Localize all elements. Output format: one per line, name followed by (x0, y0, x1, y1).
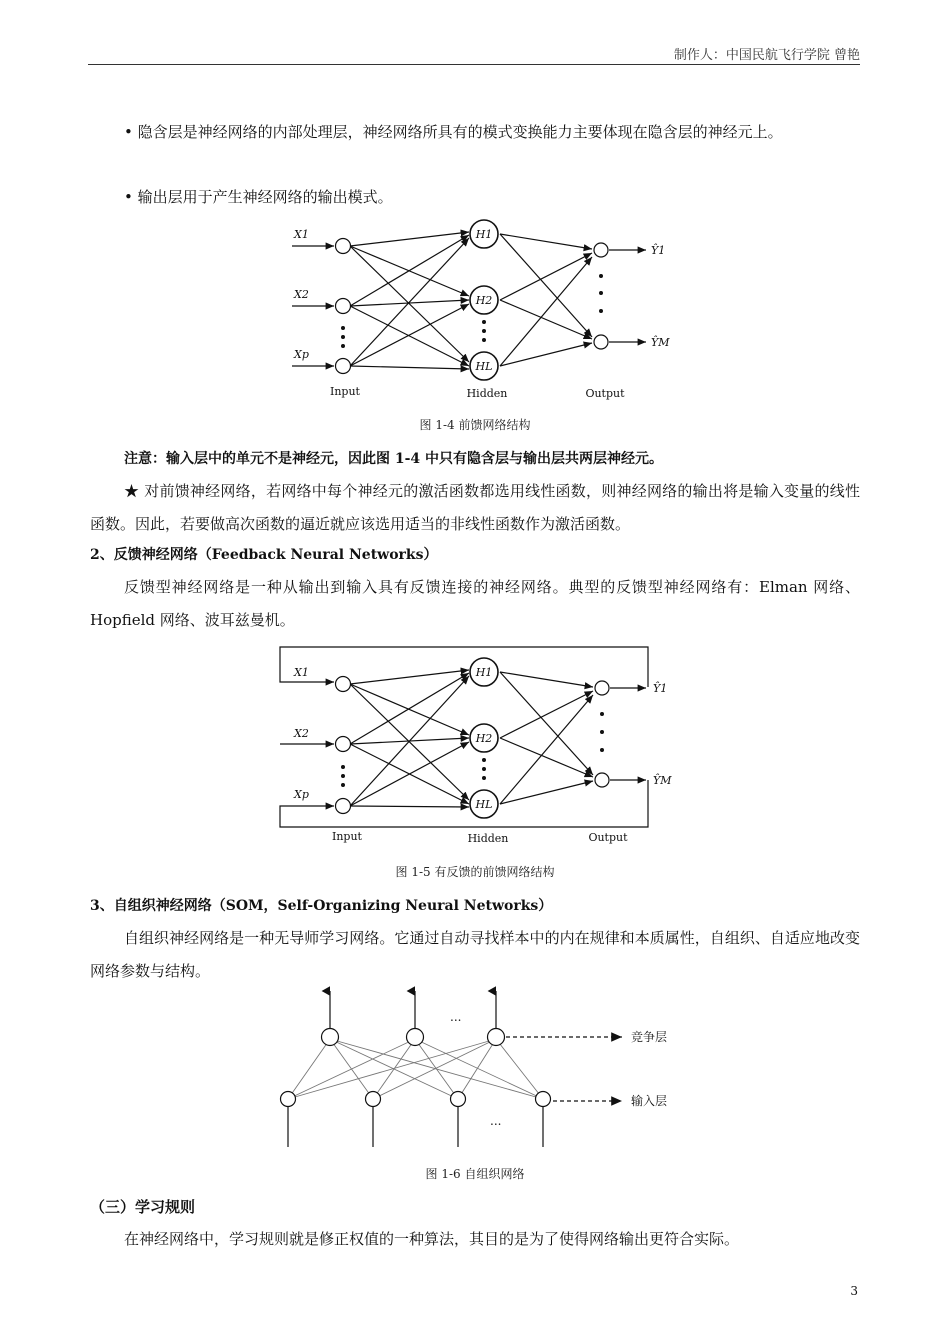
fig4-hidden-hl-label: HL (475, 360, 493, 373)
fig5-hidden-hl-label: HL (475, 798, 493, 811)
fig5-caption: 图 1-5 有反馈的前馈网络结构 (395, 865, 555, 879)
fig5-hidden-layer-label: Hidden (467, 832, 509, 845)
fig5-input-x1-label: X1 (294, 666, 309, 679)
som-description: 自组织神经网络是一种无导师学习网络。它通过自动寻找样本中的内在规律和本质属性，自组织、自适应地改变网络参数与结构。 (90, 929, 860, 980)
page-header (88, 40, 860, 65)
fig4-output-y1-label: Ŷ1 (651, 244, 666, 257)
fig4-output-layer-label: Output (585, 387, 625, 400)
fig6-competitive-layer-label: 竞争层 (631, 1030, 668, 1044)
feedback-network-diagram (270, 645, 690, 850)
note-paragraph: 注意：输入层中的单元不是神经元，因此图 1-4 中只有隐含层与输出层共两层神经元。 (124, 451, 664, 467)
self-organizing-network-diagram (270, 985, 710, 1155)
fig5-output-y1-label: Ŷ1 (653, 682, 668, 695)
page-number: 3 (850, 1284, 858, 1298)
section-heading-learning-rules: （三）学习规则 (90, 1198, 196, 1216)
fig6-top-ellipsis: ... (450, 1010, 462, 1024)
feedback-description: 反馈型神经网络是一种从输出到输入具有反馈连接的神经网络。典型的反馈型神经网络有：Elman 网络、Hopfield 网络、波耳兹曼机。 (90, 578, 860, 629)
fig4-input-layer-label: Input (330, 385, 360, 398)
fig5-input-layer-label: Input (332, 830, 362, 843)
fig6-caption: 图 1-6 自组织网络 (425, 1167, 525, 1181)
feedforward-network-diagram (270, 215, 690, 405)
hidden-layer-paragraph: • 隐含层是神经网络的内部处理层，神经网络所具有的模式变换能力主要体现在隐含层的神经元上。 (124, 123, 783, 141)
fig5-output-ym-label: ŶM (653, 774, 672, 787)
fig4-input-x1-label: X1 (294, 228, 309, 241)
section-heading-som: 3、自组织神经网络（SOM，Self-Organizing Neural Networks） (90, 898, 553, 914)
fig4-output-ym-label: ŶM (651, 336, 670, 349)
fig4-input-xp-label: Xp (294, 348, 309, 361)
fig6-bottom-ellipsis: ... (490, 1114, 502, 1128)
star-paragraph: ★ 对前馈神经网络，若网络中每个神经元的激活函数都选用线性函数，则神经网络的输出将是输入变量的线性函数。因此，若要做高次函数的逼近就应该选用适当的非线性函数作为激活函数。 (90, 482, 860, 533)
fig4-hidden-h2-label: H2 (475, 294, 493, 307)
fig5-output-layer-label: Output (588, 831, 628, 844)
header-text: 制作人：中国民航飞行学院 曾艳 (673, 48, 860, 63)
fig4-input-x2-label: X2 (294, 288, 309, 301)
learning-rules-description: 在神经网络中，学习规则就是修正权值的一种算法，其目的是为了使得网络输出更符合实际。 (124, 1230, 740, 1248)
fig6-input-layer-label: 输入层 (631, 1094, 668, 1108)
fig4-hidden-h1-label: H1 (475, 228, 493, 241)
output-layer-paragraph: • 输出层用于产生神经网络的输出模式。 (124, 188, 393, 206)
fig5-input-xp-label: Xp (294, 788, 309, 801)
fig4-caption: 图 1-4 前馈网络结构 (419, 418, 531, 432)
section-heading-feedback: 2、反馈神经网络（Feedback Neural Networks） (90, 547, 438, 563)
fig5-hidden-h1-label: H1 (475, 666, 493, 679)
fig4-hidden-layer-label: Hidden (466, 387, 508, 400)
fig5-hidden-h2-label: H2 (475, 732, 493, 745)
fig5-input-x2-label: X2 (294, 727, 309, 740)
